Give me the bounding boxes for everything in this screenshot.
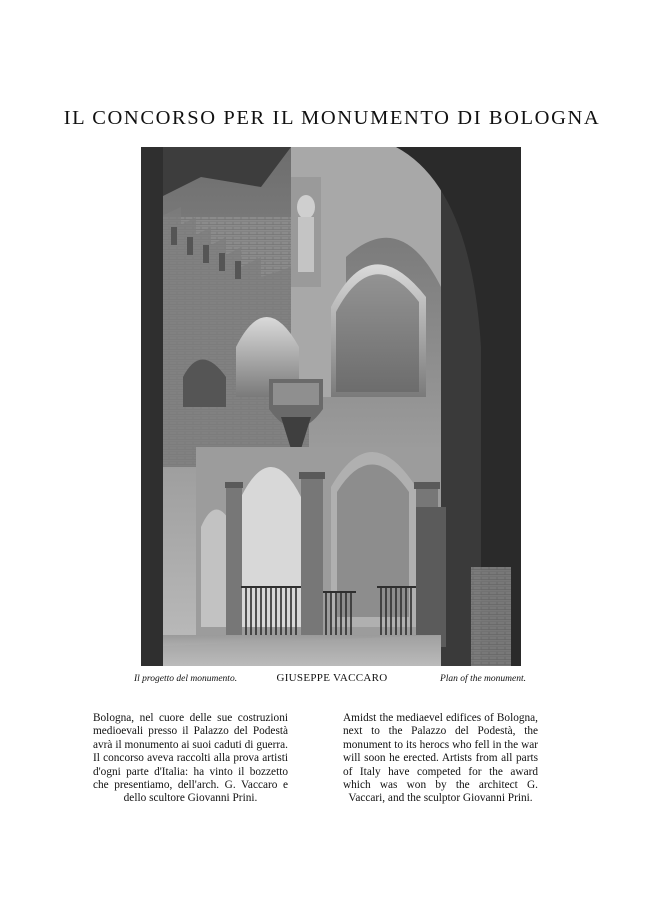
caption-right: Plan of the monument. — [439, 674, 526, 684]
caption-left: Il progetto del monumento. — [134, 674, 238, 684]
caption-author: GIUSEPPE VACCARO — [276, 672, 388, 684]
page-title: IL CONCORSO PER IL MONUMENTO DI BOLOGNA — [63, 107, 601, 129]
monument-illustration — [141, 147, 521, 666]
italian-text-column: Bologna, nel cuore delle sue costruzioni medioevali presso il Palazzo del Podestà avrà il monumento ai suoi caduti di guerra. Il concorso aveva raccolti alla prova artisti d'ogni parte d'Italia: ha vinto il bozzetto che presentiamo, dell'arch. G. Vaccaro e dello scultore Giovanni Prini. — [93, 712, 288, 805]
english-text-column: Amidst the mediaevel edifices of Bologna, next to the Palazzo del Podestà, the monument to its herocs who fell in the war will soon he erected. Artists from all parts of Italy have competed for the award which was won by the architect G. Vaccari, and the sculptor Giovanni Prini. — [343, 712, 538, 805]
